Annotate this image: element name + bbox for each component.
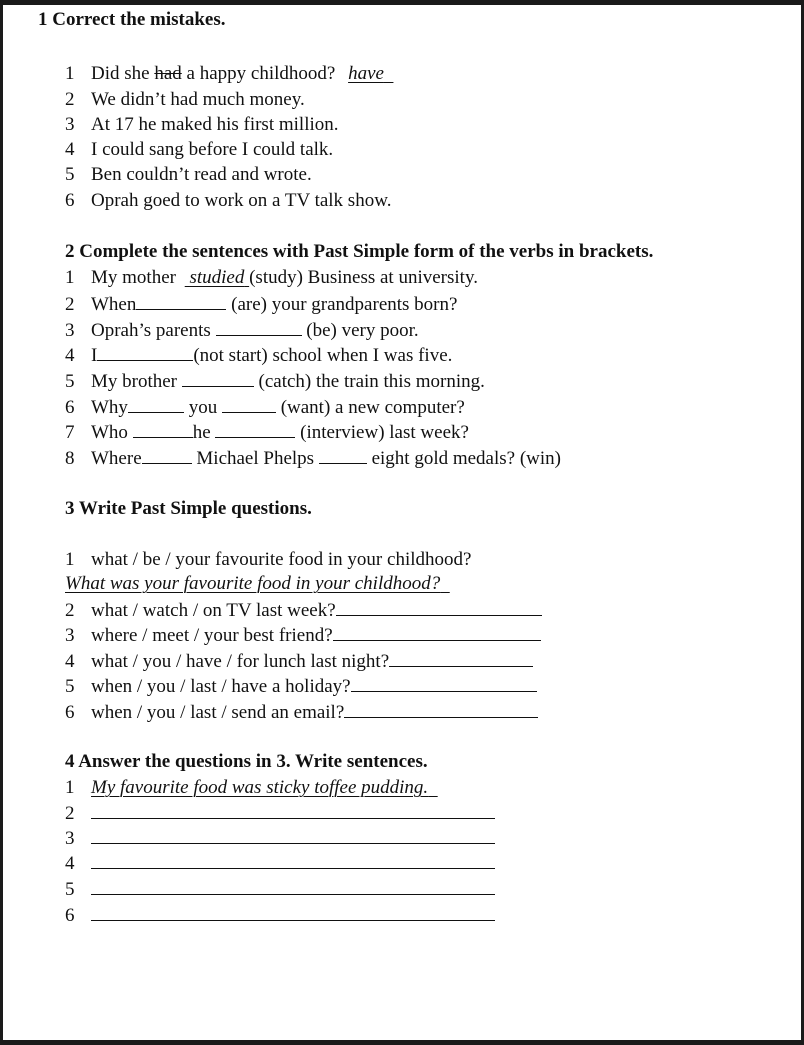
section4-item-6 [65, 904, 495, 927]
section2-item-8 [65, 447, 561, 470]
item-number: 4 [65, 139, 75, 160]
answer-blank[interactable] [91, 852, 495, 869]
item-number: 5 [65, 371, 75, 392]
item-number: 2 [65, 294, 75, 315]
item-text: when / you / last / have a holiday? [91, 676, 351, 697]
answer-blank[interactable] [182, 370, 254, 387]
item-number: 6 [65, 397, 75, 418]
section2-item-5 [65, 370, 485, 393]
item-text: When [91, 294, 137, 315]
item-text: We didn’t had much money. [91, 89, 305, 110]
section1-heading: 1 Correct the mistakes. [38, 9, 226, 30]
item-text: when / you / last / send an email? [91, 702, 345, 723]
answer-blank[interactable] [215, 421, 295, 438]
section3-item-5 [65, 675, 537, 698]
item-text: Ben couldn’t read and wrote. [91, 164, 312, 185]
answer-text: What was your favourite food in your childhood? [65, 573, 441, 594]
answer-blank[interactable] [336, 599, 542, 616]
item-text: what / be / your favourite food in your childhood? [91, 549, 472, 570]
item-text: My mother [91, 267, 176, 288]
answer-blank[interactable] [91, 827, 495, 844]
section2-heading: 2 Complete the sentences with Past Simple form of the verbs in brackets. [65, 241, 654, 262]
item-number: 4 [65, 651, 75, 672]
section3-item-1 [65, 549, 471, 571]
item-text: I could sang before I could talk. [91, 139, 334, 160]
item-number: 7 [65, 422, 75, 443]
answer-blank[interactable] [133, 421, 193, 438]
section4-item-4 [65, 852, 495, 875]
item-text: At 17 he maked his first million. [91, 114, 339, 135]
section1-item-3 [65, 114, 339, 136]
item-number: 5 [65, 676, 75, 697]
item-text: (interview) last week? [300, 422, 469, 443]
section1-item-2 [65, 89, 305, 111]
item-text: (not start) school when I was five. [193, 345, 453, 366]
item-text: Oprah goed to work on a TV talk show. [91, 190, 392, 211]
item-number: 5 [65, 879, 75, 900]
item-number: 1 [65, 63, 75, 84]
answer-blank[interactable] [351, 675, 537, 692]
item-number: 2 [65, 803, 75, 824]
item-text: (want) a new computer? [280, 397, 465, 418]
section3-item-3 [65, 624, 541, 647]
item-number: 2 [65, 89, 75, 110]
answer-blank[interactable] [333, 624, 541, 641]
item-number: 1 [65, 267, 75, 288]
section2-item-1 [65, 267, 478, 289]
answer-blank[interactable] [319, 447, 367, 464]
item-number: 8 [65, 448, 75, 469]
item-text: Who [91, 422, 128, 443]
section2-item-3 [65, 319, 419, 342]
section2-item-6 [65, 396, 465, 419]
answer-blank[interactable] [136, 293, 226, 310]
answer-blank[interactable] [389, 650, 533, 667]
crossed-out-word: had [154, 63, 182, 84]
item-number: 4 [65, 345, 75, 366]
item-text: (catch) the train this morning. [258, 371, 485, 392]
item-text: (be) very poor. [306, 320, 419, 341]
item-number: 6 [65, 190, 75, 211]
item-number: 6 [65, 702, 75, 723]
section3-item-6 [65, 701, 538, 724]
item-text: (are) your grandparents born? [231, 294, 458, 315]
item-text: you [188, 397, 218, 418]
item-number: 5 [65, 164, 75, 185]
section1-item-1 [65, 63, 393, 85]
section3-answer-1 [65, 573, 450, 595]
answer-blank[interactable] [142, 447, 192, 464]
answer-blank[interactable] [222, 396, 276, 413]
section3-item-2 [65, 599, 542, 622]
section3-heading: 3 Write Past Simple questions. [65, 498, 312, 519]
item-text: Michael Phelps [196, 448, 315, 469]
section1-item-6 [65, 190, 391, 212]
section2-item-2 [65, 293, 457, 316]
item-number: 3 [65, 114, 75, 135]
section1-item-4 [65, 139, 333, 161]
item-number: 2 [65, 600, 75, 621]
answer-text: studied [189, 267, 245, 288]
answer-blank[interactable] [216, 319, 302, 336]
item-text: Did she [91, 63, 155, 84]
item-text: eight gold medals? (win) [371, 448, 562, 469]
answer-text: My favourite food was sticky toffee pudding. [91, 777, 429, 798]
section4-item-3 [65, 827, 495, 850]
section2-item-7 [65, 421, 469, 444]
item-text: I [91, 345, 98, 366]
item-text: where / meet / your best friend? [91, 625, 333, 646]
section2-item-4 [65, 344, 452, 367]
section4-item-1 [65, 777, 438, 799]
worksheet-page [3, 5, 801, 1040]
section4-item-2 [65, 802, 495, 825]
item-text: My brother [91, 371, 178, 392]
item-number: 3 [65, 320, 75, 341]
item-number: 1 [65, 549, 75, 570]
answer-blank[interactable] [128, 396, 184, 413]
item-text: Where [91, 448, 142, 469]
answer-blank[interactable] [91, 802, 495, 819]
item-text: what / you / have / for lunch last night? [91, 651, 390, 672]
answer-blank[interactable] [91, 878, 495, 895]
answer-text: have [348, 63, 384, 84]
answer-blank[interactable] [91, 904, 495, 921]
item-text: a happy childhood? [181, 63, 336, 84]
item-text: he [192, 422, 211, 443]
item-text: (study) Business at university. [249, 267, 478, 288]
item-number: 6 [65, 905, 75, 926]
section1-item-5 [65, 164, 312, 186]
item-number: 3 [65, 625, 75, 646]
item-text: Why [91, 397, 128, 418]
section3-item-4 [65, 650, 533, 673]
section4-heading: 4 Answer the questions in 3. Write sentences. [65, 751, 428, 772]
answer-blank[interactable] [344, 701, 538, 718]
item-number: 3 [65, 828, 75, 849]
item-text: Oprah’s parents [91, 320, 211, 341]
item-number: 4 [65, 853, 75, 874]
item-number: 1 [65, 777, 75, 798]
section4-item-5 [65, 878, 495, 901]
answer-blank[interactable] [97, 344, 193, 361]
item-text: what / watch / on TV last week? [91, 600, 336, 621]
